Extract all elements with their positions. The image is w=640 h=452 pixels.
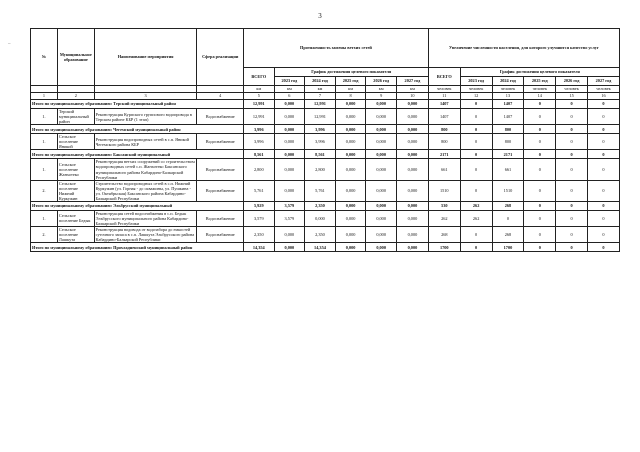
people-value: 1407 [428, 109, 460, 125]
row-number: 2. [31, 180, 58, 201]
people-value: 0 [588, 150, 620, 159]
km-value: 0,000 [396, 180, 428, 201]
row-number: 1. [31, 210, 58, 226]
unit-people-cell: человек [428, 86, 460, 93]
people-value: 0 [460, 180, 492, 201]
people-value: 800 [492, 125, 524, 134]
people-value: 0 [556, 109, 588, 125]
units-empty-cell [94, 86, 197, 93]
units-empty-cell [31, 86, 58, 93]
header-networks: Протяженность замены ветхих сетей [243, 29, 428, 68]
unit-km-cell: км [274, 86, 305, 93]
km-value: 2,800 [305, 159, 336, 180]
measure-name: Реконструкция сетей водоснабжения в с.п. Бедык Эльбрусского муниципального района Кабардино-Балкарской Республики [94, 210, 197, 226]
sphere: Водоснабжение [197, 180, 244, 201]
km-value: 2,350 [243, 227, 274, 243]
municipality-name: Терский муниципальный район [57, 109, 94, 125]
km-value: 0,000 [335, 210, 366, 226]
km-value: 0,000 [335, 150, 366, 159]
units-empty-cell [197, 86, 244, 93]
header-sphere: Сфера реализации [197, 29, 244, 86]
people-value: 0 [524, 100, 556, 109]
km-value: 0,000 [396, 134, 428, 150]
people-value: 0 [556, 150, 588, 159]
sphere: Водоснабжение [197, 134, 244, 150]
measure-row [31, 134, 620, 150]
header-population: Увеличение численности населения, для которого улучшится качество услуг [428, 29, 619, 68]
column-number-cell: 16 [588, 93, 620, 100]
measure-row [31, 210, 620, 226]
km-value: 5,929 [243, 201, 274, 210]
header-people-total: ВСЕГО [428, 68, 460, 86]
header-year: 2026 год [556, 77, 588, 86]
km-value: 0,000 [366, 134, 397, 150]
km-value: 0,000 [274, 134, 305, 150]
people-value: 268 [492, 201, 524, 210]
measure-row [31, 109, 620, 125]
column-number-cell: 13 [492, 93, 524, 100]
municipality-name: Сельское поселение Лашкута [57, 227, 94, 243]
km-value: 3,996 [243, 125, 274, 134]
people-value: 0 [524, 180, 556, 201]
measure-row [31, 180, 620, 201]
total-row [31, 243, 620, 252]
km-value: 3,996 [305, 134, 336, 150]
people-value: 0 [588, 227, 620, 243]
km-value: 0,000 [366, 201, 397, 210]
km-value: 5,761 [243, 180, 274, 201]
column-number-cell: 8 [335, 93, 366, 100]
measure-row [31, 159, 620, 180]
km-value: 0,000 [396, 210, 428, 226]
total-row [31, 150, 620, 159]
km-value: 0,000 [274, 227, 305, 243]
km-value: 0,000 [366, 159, 397, 180]
header-year: 2023 год [274, 77, 305, 86]
people-value: 0 [556, 243, 588, 252]
km-value: 0,000 [335, 125, 366, 134]
total-label: Итого по муниципальному образованию: Прохладненский муниципальный район [31, 243, 244, 252]
people-value: 0 [460, 159, 492, 180]
column-number-cell: 7 [305, 93, 336, 100]
km-value: 0,000 [335, 201, 366, 210]
people-value: 1407 [492, 109, 524, 125]
people-value: 800 [428, 125, 460, 134]
column-number-cell: 2 [57, 93, 94, 100]
total-label: Итого по муниципальному образованию: Терский муниципальный район [31, 100, 244, 109]
header-year: 2025 год [524, 77, 556, 86]
measure-name: Реконструкция водовода от водозабора до емкостей суточного запаса в с.п. Лашкута Эльбрусского района Кабардино-Балкарской Республики [94, 227, 197, 243]
people-value: 661 [492, 159, 524, 180]
km-value: 0,000 [366, 150, 397, 159]
measures-table [30, 28, 620, 252]
people-value: 0 [556, 201, 588, 210]
people-value: 0 [556, 100, 588, 109]
people-value: 0 [588, 210, 620, 226]
km-value: 3,579 [243, 210, 274, 226]
km-value: 3,579 [274, 201, 305, 210]
people-value: 268 [428, 227, 460, 243]
km-value: 0,000 [396, 125, 428, 134]
total-row [31, 201, 620, 210]
km-value: 2,350 [305, 227, 336, 243]
unit-people-cell: человек [588, 86, 620, 93]
km-value: 0,000 [335, 243, 366, 252]
km-value: 0,000 [274, 100, 305, 109]
people-value: 2171 [428, 150, 460, 159]
km-value: 0,000 [366, 109, 397, 125]
people-value: 0 [524, 109, 556, 125]
people-value: 0 [588, 201, 620, 210]
people-value: 0 [588, 109, 620, 125]
header-year: 2027 год [396, 77, 428, 86]
km-value: 12,991 [243, 109, 274, 125]
header-year: 2024 год [305, 77, 336, 86]
sphere: Водоснабжение [197, 159, 244, 180]
column-number-cell: 4 [197, 93, 244, 100]
people-value: 0 [524, 125, 556, 134]
km-value: 0,000 [366, 243, 397, 252]
km-value: 0,000 [396, 243, 428, 252]
column-number-cell: 6 [274, 93, 305, 100]
municipality-name: Сельское поселение Нижний Куркужин [57, 180, 94, 201]
people-value: 0 [556, 180, 588, 201]
total-row [31, 125, 620, 134]
people-value: 0 [460, 227, 492, 243]
units-empty-cell [57, 86, 94, 93]
km-value: 14,354 [305, 243, 336, 252]
km-value: 0,000 [366, 125, 397, 134]
measure-name: Реконструкция Курпского группового водопровода в Терском районе КБР (1 этап) [94, 109, 197, 125]
sphere: Водоснабжение [197, 227, 244, 243]
people-value: 0 [524, 243, 556, 252]
unit-km-cell: км [335, 86, 366, 93]
column-number-cell: 14 [524, 93, 556, 100]
km-value: 0,000 [335, 109, 366, 125]
people-value: 0 [556, 134, 588, 150]
column-number-cell: 1 [31, 93, 58, 100]
header-measure: Наименование мероприятия [94, 29, 197, 86]
km-value: 0,000 [274, 125, 305, 134]
people-value: 661 [428, 159, 460, 180]
column-number-cell: 15 [556, 93, 588, 100]
measure-name: Реконструкция водопроводных сетей в с.п. Яникой Чегемского района КБР [94, 134, 197, 150]
unit-people-cell: человек [460, 86, 492, 93]
km-value: 0,000 [366, 227, 397, 243]
km-value: 8,561 [243, 150, 274, 159]
header-people-schedule: График достижения целевого показателя [460, 68, 619, 77]
unit-people-cell: человек [556, 86, 588, 93]
header-year: 2023 год [460, 77, 492, 86]
unit-km-cell: км [366, 86, 397, 93]
km-value: 0,000 [396, 100, 428, 109]
measure-name: Реконструкция ветхих сооружений со строительством водопроводных сетей с.п. Жанхотеко Баксанского муниципального района Кабардино-Балкарской Республики [94, 159, 197, 180]
row-number: 1. [31, 134, 58, 150]
people-value: 262 [460, 201, 492, 210]
km-value: 0,000 [335, 180, 366, 201]
km-value: 0,000 [366, 210, 397, 226]
people-value: 0 [460, 109, 492, 125]
people-value: 0 [588, 134, 620, 150]
km-value: 0,000 [274, 109, 305, 125]
total-label: Итого по муниципальному образованию: Эльбрусский муниципальный [31, 201, 244, 210]
km-value: 0,000 [366, 100, 397, 109]
km-value: 2,350 [305, 201, 336, 210]
people-value: 0 [524, 134, 556, 150]
people-value: 1407 [428, 100, 460, 109]
people-value: 800 [428, 134, 460, 150]
people-value: 2171 [492, 150, 524, 159]
sphere: Водоснабжение [197, 109, 244, 125]
header-km-schedule: График достижения целевого показателя [274, 68, 428, 77]
header-km-total: ВСЕГО [243, 68, 274, 86]
people-value: 0 [460, 243, 492, 252]
km-value: 5,761 [305, 180, 336, 201]
people-value: 0 [556, 159, 588, 180]
people-value: 0 [524, 201, 556, 210]
people-value: 268 [492, 227, 524, 243]
people-value: 1510 [428, 180, 460, 201]
km-value: 0,000 [396, 150, 428, 159]
people-value: 0 [492, 210, 524, 226]
km-value: 0,000 [366, 180, 397, 201]
km-value: 0,000 [305, 210, 336, 226]
people-value: 0 [556, 125, 588, 134]
people-value: 0 [460, 150, 492, 159]
margin-mark: – [8, 42, 11, 47]
km-value: 0,000 [396, 201, 428, 210]
column-number-cell: 9 [366, 93, 397, 100]
municipality-name: Сельское поселение Бедык [57, 210, 94, 226]
km-value: 0,000 [274, 150, 305, 159]
total-row [31, 100, 620, 109]
km-value: 0,000 [335, 159, 366, 180]
km-value: 12,991 [305, 109, 336, 125]
header-year: 2027 год [588, 77, 620, 86]
people-value: 0 [460, 100, 492, 109]
total-label: Итого по муниципальному образованию: Баксанский муниципальный [31, 150, 244, 159]
column-number-cell: 10 [396, 93, 428, 100]
people-value: 0 [588, 125, 620, 134]
unit-km-cell: км [396, 86, 428, 93]
km-value: 3,996 [243, 134, 274, 150]
sphere: Водоснабжение [197, 210, 244, 226]
km-value: 0,000 [396, 227, 428, 243]
column-number-cell: 3 [94, 93, 197, 100]
municipality-name: Сельское поселение Яникой [57, 134, 94, 150]
km-value: 0,000 [335, 134, 366, 150]
people-value: 0 [588, 159, 620, 180]
people-value: 0 [588, 243, 620, 252]
header-year: 2026 год [366, 77, 397, 86]
km-value: 3,996 [305, 125, 336, 134]
municipality-name: Сельское поселение Жанхотеко [57, 159, 94, 180]
people-value: 1700 [492, 243, 524, 252]
km-value: 0,000 [274, 180, 305, 201]
people-value: 262 [460, 210, 492, 226]
unit-people-cell: человек [524, 86, 556, 93]
people-value: 0 [524, 227, 556, 243]
header-num: № [31, 29, 58, 86]
measure-name: Строительство водопроводных сетей в с.п. Нижний Куркужин (ул. Горная - до скважины, ул. Пушкина - ул. Октябрьская) Баксанского района Кабардино-Балкарской Республики [94, 180, 197, 201]
measure-row [31, 227, 620, 243]
header-year: 2025 год [335, 77, 366, 86]
people-value: 0 [524, 159, 556, 180]
km-value: 14,354 [243, 243, 274, 252]
people-value: 1407 [492, 100, 524, 109]
row-number: 1. [31, 109, 58, 125]
km-value: 0,000 [274, 243, 305, 252]
column-number-cell: 5 [243, 93, 274, 100]
unit-km-cell: км [305, 86, 336, 93]
total-label: Итого по муниципальному образованию: Чегемский муниципальный район [31, 125, 244, 134]
km-value: 8,561 [305, 150, 336, 159]
column-number-cell: 12 [460, 93, 492, 100]
row-number: 1. [31, 159, 58, 180]
km-value: 12,991 [243, 100, 274, 109]
people-value: 530 [428, 201, 460, 210]
km-value: 12,991 [305, 100, 336, 109]
header-year: 2024 год [492, 77, 524, 86]
km-value: 2,800 [243, 159, 274, 180]
unit-people-cell: человек [492, 86, 524, 93]
unit-km-cell: км [243, 86, 274, 93]
people-value: 0 [460, 134, 492, 150]
km-value: 0,000 [335, 100, 366, 109]
column-number-cell: 11 [428, 93, 460, 100]
km-value: 0,000 [396, 159, 428, 180]
page-number: 3 [318, 12, 322, 20]
row-number: 2. [31, 227, 58, 243]
people-value: 0 [588, 100, 620, 109]
people-value: 0 [588, 180, 620, 201]
km-value: 3,579 [274, 210, 305, 226]
km-value: 0,000 [335, 227, 366, 243]
km-value: 0,000 [396, 109, 428, 125]
people-value: 1510 [492, 180, 524, 201]
people-value: 1700 [428, 243, 460, 252]
people-value: 0 [460, 125, 492, 134]
people-value: 0 [556, 227, 588, 243]
header-municipality: Муниципальное образование [57, 29, 94, 86]
people-value: 0 [524, 150, 556, 159]
people-value: 800 [492, 134, 524, 150]
people-value: 262 [428, 210, 460, 226]
people-value: 0 [556, 210, 588, 226]
km-value: 0,000 [274, 159, 305, 180]
people-value: 0 [524, 210, 556, 226]
